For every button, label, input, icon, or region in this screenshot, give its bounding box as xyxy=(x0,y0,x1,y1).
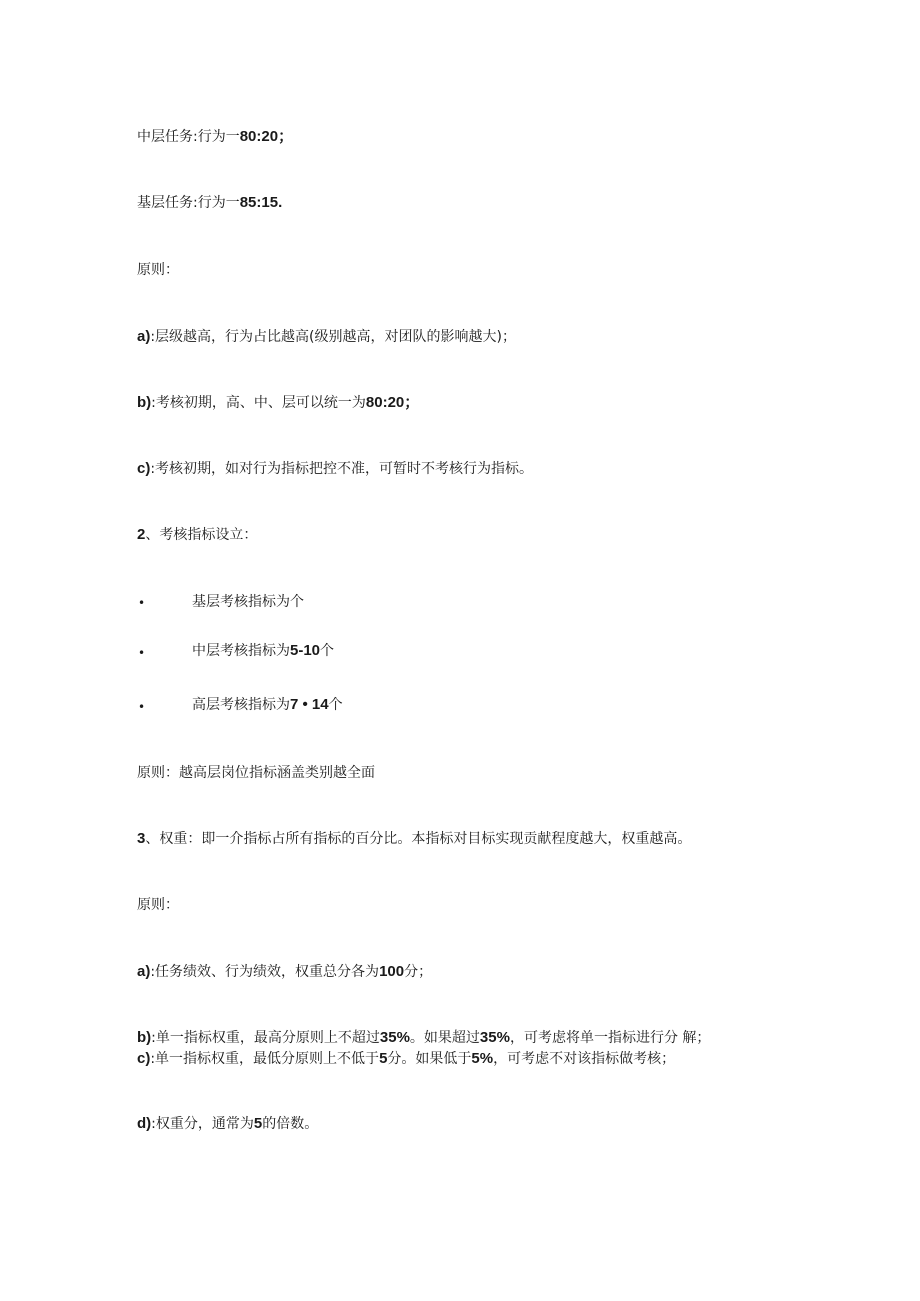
weight-a-line xyxy=(137,962,432,982)
weight-c-line xyxy=(137,1049,675,1069)
item-text: :考核初期，如对行为指标把控不准，可暂时不考核行为指标。 xyxy=(150,461,534,477)
bullet-tail: 个 xyxy=(328,697,343,713)
section-text: 、权重：即一介指标占所有指标的百分比。本指标对目标实现贡献程度越大，权重越高。 xyxy=(145,831,692,847)
item-number: 80:20； xyxy=(365,394,420,411)
section-number: 3 xyxy=(137,830,146,847)
item-text: :单一指标权重，最高分原则上不超过 xyxy=(151,1030,380,1046)
item-tail: 分； xyxy=(404,964,433,980)
item-text: :任务绩效、行为绩效，权重总分各为 xyxy=(150,964,380,980)
mid-level-task-text: 中层任务:行为一 xyxy=(137,129,240,145)
item-label: c) xyxy=(137,460,151,477)
principle-a-line xyxy=(137,327,516,347)
item-number: 35% xyxy=(479,1029,510,1046)
item-label: b) xyxy=(137,394,152,411)
base-level-task-text: 基层任务:行为一 xyxy=(137,195,240,211)
item-label: a) xyxy=(137,328,151,345)
mid-level-task-ratio: 80:20； xyxy=(239,128,294,145)
item-label: c) xyxy=(137,1050,151,1067)
bullet-icon: • xyxy=(138,596,146,610)
item-number: 5 xyxy=(253,1115,263,1132)
item-number: 5 xyxy=(379,1050,388,1067)
item-text: :考核初期，高、中、层可以统一为 xyxy=(151,395,366,411)
mid-level-task-line xyxy=(137,127,293,147)
item-number: 35% xyxy=(379,1029,410,1046)
section-number: 2 xyxy=(137,526,146,543)
item-label: a) xyxy=(137,963,151,980)
item-text: :单一指标权重，最低分原则上不低于 xyxy=(150,1051,380,1067)
weight-d-line xyxy=(137,1114,318,1134)
base-level-task-line xyxy=(137,193,282,213)
base-level-task-ratio: 85:15. xyxy=(239,194,283,211)
bullet-item-senior xyxy=(192,695,343,715)
section-3-heading xyxy=(137,829,691,849)
bullet-text: 高层考核指标为 xyxy=(192,697,290,713)
section-text: 、考核指标设立： xyxy=(145,527,258,543)
bullet-tail: 个 xyxy=(320,643,335,659)
bullet-icon: • xyxy=(138,646,146,660)
bullet-item-base xyxy=(192,592,304,612)
item-label: b) xyxy=(137,1029,152,1046)
item-number: 5% xyxy=(471,1050,494,1067)
item-text: 。如果超过 xyxy=(409,1030,480,1046)
bullet-item-mid xyxy=(192,641,334,661)
item-text: 的倍数。 xyxy=(262,1116,319,1132)
principle-heading-3: 原则： xyxy=(137,897,179,913)
bullet-icon: • xyxy=(138,700,146,714)
item-number: 100 xyxy=(379,963,405,980)
principle-b-line xyxy=(137,393,419,413)
principle-heading-2: 原则：越高层岗位指标涵盖类别越全面 xyxy=(137,765,375,781)
item-text: :权重分，通常为 xyxy=(151,1116,254,1132)
item-text: ，可考虑将单一指标进行分 解； xyxy=(509,1030,711,1046)
item-label: d) xyxy=(137,1115,152,1132)
section-2-heading xyxy=(137,525,257,545)
bullet-number: 5-10 xyxy=(290,642,321,659)
bullet-text: 中层考核指标为 xyxy=(192,643,290,659)
item-text: ，可考虑不对该指标做考核； xyxy=(493,1051,676,1067)
item-text: 分。如果低于 xyxy=(387,1051,472,1067)
item-text: :层级越高，行为占比越高(级别越高，对团队的影响越大)； xyxy=(150,329,516,345)
bullet-text: 基层考核指标为个 xyxy=(192,594,304,610)
bullet-number: 7 • 14 xyxy=(290,696,329,713)
principle-heading-1: 原则： xyxy=(137,262,179,278)
principle-c-line xyxy=(137,459,533,479)
weight-b-line xyxy=(137,1028,710,1048)
